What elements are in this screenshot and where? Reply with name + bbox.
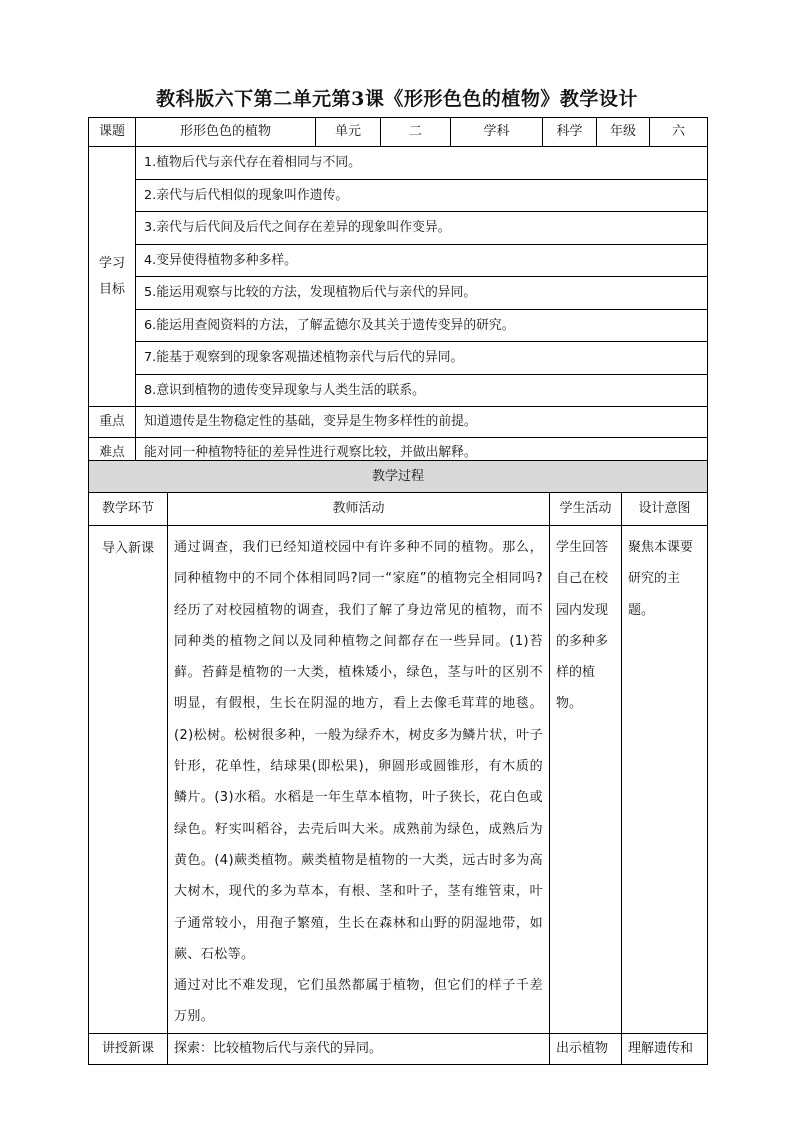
goal-item: 3.亲代与后代间及后代之间存在差异的现象叫作变异。 <box>136 212 708 245</box>
intro-teacher-paragraph: 通过调查，我们已经知道校园中有许多种不同的植物。那么，同种植物中的不同个体相同吗?同一“家庭”的植物完全相同吗?经历了对校园植物的调查，我们了解了身边常见的植物，而不同种类的植物之间以及同种植物之间都存在一些异同。(1)苔藓。苔藓是植物的一大类，植株矮小，绿色，茎与叶的区别不明显，有假根，生长在阴湿的地方，看上去像毛茸茸的地毯。(2)松树。松树很多种，一般为绿乔木，树皮多为鳞片状，叶子针形，花单性，结球果(即松果)，卵圆形或圆锥形，有木质的鳞片。(3)水稻。水稻是一年生草本植物，叶子狭长，花白色或绿色。籽实叫稻谷，去壳后叫大米。成熟前为绿色，成熟后为黄色。(4)蕨类植物。蕨类植物是植物的一大类，远古时多为高大树木，现代的多为草本，有根、茎和叶子，茎有维管束，叶子通常较小，用孢子繁殖，生长在森林和山野的阴湿地带，如蕨、石松等。 <box>174 540 543 962</box>
goals-row <box>89 147 708 180</box>
goal-item: 7.能基于观察到的现象客观描述植物亲代与后代的异同。 <box>136 342 708 375</box>
goal-item: 5.能运用观察与比较的方法，发现植物后代与亲代的异同。 <box>136 277 708 310</box>
lesson-info-table <box>88 117 708 469</box>
teaching-process-table <box>88 460 708 1065</box>
teach-intent: 理解遗传和 <box>622 1033 708 1064</box>
teach-student: 出示植物 <box>550 1033 622 1064</box>
goal-item: 1.植物后代与亲代存在着相同与不同。 <box>136 147 708 180</box>
goal-item: 4.变异使得植物多种多样。 <box>136 244 708 277</box>
difficulty-label: 难点 <box>89 438 136 469</box>
intro-teacher-cell <box>168 526 550 1034</box>
intro-row <box>89 526 708 1034</box>
teach-row <box>89 1033 708 1064</box>
unit-value: 二 <box>381 118 451 147</box>
topic-value: 形形色色的植物 <box>136 118 316 147</box>
header-teacher: 教师活动 <box>168 493 550 526</box>
subject-value: 科学 <box>543 118 597 147</box>
key-point-row <box>89 407 708 438</box>
intro-intent: 聚焦本课要研究的主题。 <box>622 526 708 1034</box>
process-header-row <box>89 493 708 526</box>
intro-student: 学生回答自己在校园内发现的多种多样的植物。 <box>550 526 622 1034</box>
difficulty-text: 能对同一种植物特征的差异性进行观察比较，并做出解释。 <box>136 438 708 469</box>
key-point-label: 重点 <box>89 407 136 438</box>
subject-label: 学科 <box>451 118 543 147</box>
intro-stage: 导入新课 <box>89 526 168 1034</box>
topic-label: 课题 <box>89 118 136 147</box>
goal-item: 8.意识到植物的遗传变异现象与人类生活的联系。 <box>136 374 708 407</box>
intro-teacher-conclusion: 通过对比不难发现，它们虽然都属于植物，但它们的样子千差万别。 <box>174 978 543 1025</box>
goals-label <box>89 147 136 407</box>
teach-stage: 讲授新课 <box>89 1033 168 1064</box>
header-stage: 教学环节 <box>89 493 168 526</box>
key-point-text: 知道遗传是生物稳定性的基础，变异是生物多样性的前提。 <box>136 407 708 438</box>
teach-teacher: 探索：比较植物后代与亲代的异同。 <box>168 1033 550 1064</box>
grade-label: 年级 <box>597 118 650 147</box>
header-student: 学生活动 <box>550 493 622 526</box>
grade-value: 六 <box>650 118 708 147</box>
goals-label-line1: 学习 <box>98 255 125 271</box>
page-title: 教科版六下第二单元第3课《形形色色的植物》教学设计 <box>156 88 638 110</box>
info-row <box>89 118 708 147</box>
goal-item: 2.亲代与后代相似的现象叫作遗传。 <box>136 179 708 212</box>
unit-label: 单元 <box>316 118 381 147</box>
process-section-title: 教学过程 <box>89 461 708 493</box>
header-intent: 设计意图 <box>622 493 708 526</box>
goals-label-line2: 目标 <box>98 281 125 297</box>
goal-item: 6.能运用查阅资料的方法，了解孟德尔及其关于遗传变异的研究。 <box>136 309 708 342</box>
